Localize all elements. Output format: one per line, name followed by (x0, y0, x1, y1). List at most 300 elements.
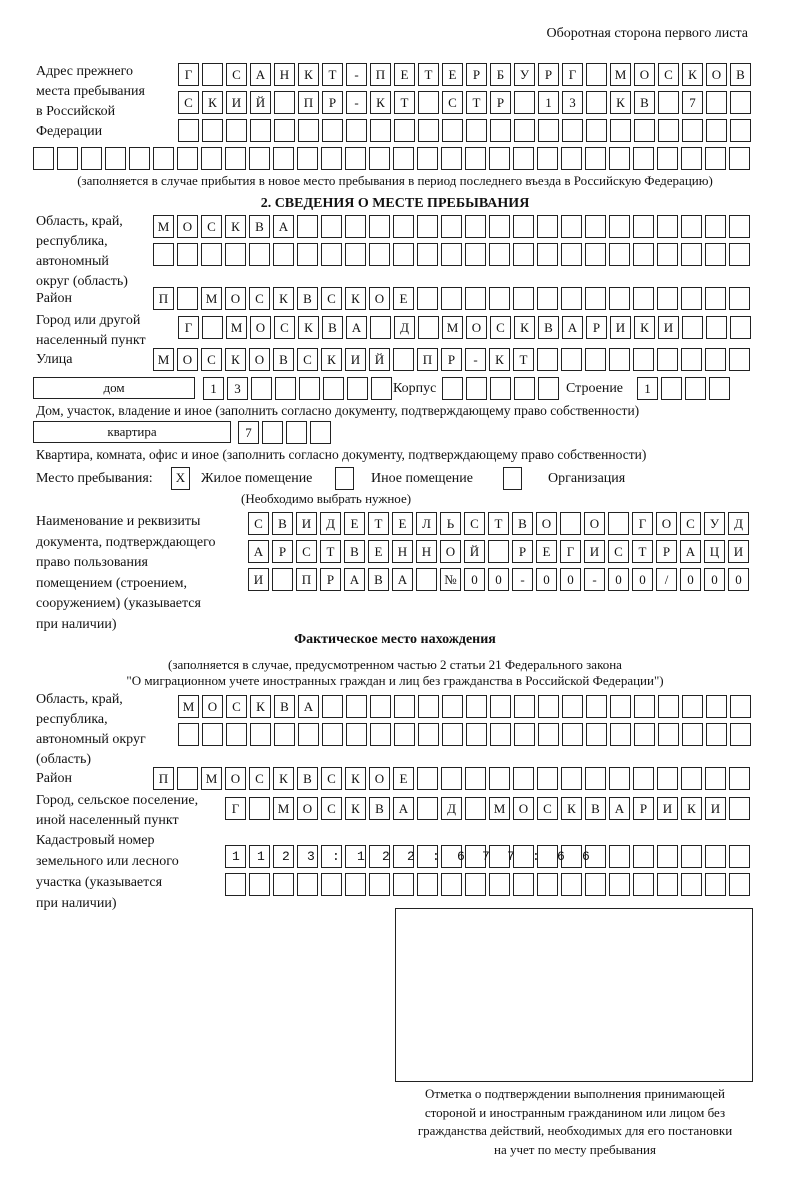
char-cell[interactable]: - (512, 568, 533, 591)
char-cell[interactable]: Н (392, 540, 413, 563)
char-cell[interactable]: О (297, 797, 318, 820)
char-cell[interactable]: И (345, 348, 366, 371)
char-cell[interactable] (153, 243, 174, 266)
char-cell[interactable]: С (464, 512, 485, 535)
char-cell[interactable]: Т (322, 63, 343, 86)
char-cell[interactable]: Т (368, 512, 389, 535)
char-cell[interactable] (586, 63, 607, 86)
char-cell[interactable] (225, 147, 246, 170)
char-cell[interactable]: В (730, 63, 751, 86)
char-cell[interactable] (514, 377, 535, 400)
char-cell[interactable] (417, 243, 438, 266)
char-cell[interactable] (705, 215, 726, 238)
char-cell[interactable]: 1 (203, 377, 224, 400)
char-cell[interactable] (393, 348, 414, 371)
actual-district-field[interactable] (153, 767, 750, 790)
char-cell[interactable]: 0 (560, 568, 581, 591)
char-cell[interactable]: М (178, 695, 199, 718)
char-cell[interactable]: В (538, 316, 559, 339)
char-cell[interactable] (561, 215, 582, 238)
char-cell[interactable] (286, 421, 307, 444)
char-cell[interactable] (633, 348, 654, 371)
char-cell[interactable] (610, 723, 631, 746)
char-cell[interactable]: К (610, 91, 631, 114)
char-cell[interactable] (682, 119, 703, 142)
document-row-3[interactable] (248, 568, 749, 591)
char-cell[interactable]: К (681, 797, 702, 820)
char-cell[interactable] (609, 767, 630, 790)
char-cell[interactable] (249, 147, 270, 170)
char-cell[interactable]: С (249, 767, 270, 790)
char-cell[interactable]: С (249, 287, 270, 310)
char-cell[interactable]: Р (633, 797, 654, 820)
flat-number-field[interactable] (238, 421, 331, 444)
char-cell[interactable]: Г (560, 540, 581, 563)
char-cell[interactable] (417, 873, 438, 896)
char-cell[interactable] (201, 147, 222, 170)
char-cell[interactable]: У (514, 63, 535, 86)
char-cell[interactable] (226, 723, 247, 746)
char-cell[interactable] (105, 147, 126, 170)
char-cell[interactable] (633, 147, 654, 170)
char-cell[interactable]: Б (490, 63, 511, 86)
char-cell[interactable] (514, 723, 535, 746)
char-cell[interactable] (537, 287, 558, 310)
char-cell[interactable]: В (274, 695, 295, 718)
char-cell[interactable] (562, 723, 583, 746)
char-cell[interactable]: Н (416, 540, 437, 563)
char-cell[interactable] (226, 119, 247, 142)
char-cell[interactable] (202, 316, 223, 339)
char-cell[interactable] (657, 348, 678, 371)
char-cell[interactable]: А (393, 797, 414, 820)
char-cell[interactable]: 3 (227, 377, 248, 400)
char-cell[interactable]: - (465, 348, 486, 371)
char-cell[interactable]: В (322, 316, 343, 339)
char-cell[interactable] (658, 91, 679, 114)
char-cell[interactable] (442, 695, 463, 718)
char-cell[interactable]: А (562, 316, 583, 339)
char-cell[interactable]: 0 (704, 568, 725, 591)
prev-address-row-1[interactable] (178, 63, 751, 86)
char-cell[interactable] (634, 695, 655, 718)
char-cell[interactable] (608, 512, 629, 535)
char-cell[interactable]: А (346, 316, 367, 339)
char-cell[interactable]: 0 (488, 568, 509, 591)
char-cell[interactable]: О (225, 767, 246, 790)
char-cell[interactable] (709, 377, 730, 400)
char-cell[interactable] (250, 723, 271, 746)
char-cell[interactable] (323, 377, 344, 400)
char-cell[interactable] (681, 873, 702, 896)
char-cell[interactable]: О (584, 512, 605, 535)
option-residential-checkbox[interactable]: X (171, 467, 190, 490)
document-row-1[interactable] (248, 512, 749, 535)
char-cell[interactable]: А (250, 63, 271, 86)
char-cell[interactable]: Г (562, 63, 583, 86)
char-cell[interactable]: К (561, 797, 582, 820)
char-cell[interactable] (272, 568, 293, 591)
actual-region-row-2[interactable] (178, 723, 751, 746)
char-cell[interactable] (682, 695, 703, 718)
char-cell[interactable]: Е (344, 512, 365, 535)
char-cell[interactable] (249, 873, 270, 896)
house-number-field[interactable] (203, 377, 392, 400)
char-cell[interactable] (657, 215, 678, 238)
char-cell[interactable] (538, 377, 559, 400)
char-cell[interactable]: И (610, 316, 631, 339)
char-cell[interactable]: 1 (538, 91, 559, 114)
char-cell[interactable] (661, 377, 682, 400)
char-cell[interactable] (586, 91, 607, 114)
char-cell[interactable] (297, 215, 318, 238)
char-cell[interactable] (705, 348, 726, 371)
char-cell[interactable]: С (321, 287, 342, 310)
char-cell[interactable]: 0 (680, 568, 701, 591)
char-cell[interactable]: О (225, 287, 246, 310)
char-cell[interactable] (466, 695, 487, 718)
char-cell[interactable] (681, 243, 702, 266)
char-cell[interactable] (371, 377, 392, 400)
char-cell[interactable]: А (680, 540, 701, 563)
char-cell[interactable]: А (273, 215, 294, 238)
char-cell[interactable]: К (298, 316, 319, 339)
char-cell[interactable] (441, 243, 462, 266)
char-cell[interactable]: О (249, 348, 270, 371)
char-cell[interactable] (57, 147, 78, 170)
char-cell[interactable]: 0 (536, 568, 557, 591)
char-cell[interactable]: О (706, 63, 727, 86)
char-cell[interactable] (322, 723, 343, 746)
char-cell[interactable] (657, 287, 678, 310)
char-cell[interactable]: О (634, 63, 655, 86)
char-cell[interactable] (730, 91, 751, 114)
char-cell[interactable] (706, 723, 727, 746)
char-cell[interactable] (634, 723, 655, 746)
char-cell[interactable] (465, 287, 486, 310)
char-cell[interactable] (705, 767, 726, 790)
document-row-2[interactable] (248, 540, 749, 563)
char-cell[interactable]: Е (392, 512, 413, 535)
char-cell[interactable] (562, 695, 583, 718)
char-cell[interactable] (537, 348, 558, 371)
char-cell[interactable] (298, 119, 319, 142)
char-cell[interactable] (299, 377, 320, 400)
char-cell[interactable] (537, 243, 558, 266)
char-cell[interactable]: Л (416, 512, 437, 535)
char-cell[interactable] (633, 767, 654, 790)
char-cell[interactable] (490, 377, 511, 400)
char-cell[interactable] (730, 695, 751, 718)
char-cell[interactable]: 1 (637, 377, 658, 400)
char-cell[interactable] (297, 243, 318, 266)
char-cell[interactable]: С (680, 512, 701, 535)
char-cell[interactable] (249, 797, 270, 820)
char-cell[interactable]: И (296, 512, 317, 535)
char-cell[interactable]: А (248, 540, 269, 563)
char-cell[interactable] (310, 421, 331, 444)
char-cell[interactable] (681, 767, 702, 790)
char-cell[interactable]: С (658, 63, 679, 86)
char-cell[interactable]: Р (586, 316, 607, 339)
char-cell[interactable]: 0 (728, 568, 749, 591)
char-cell[interactable] (681, 348, 702, 371)
char-cell[interactable] (274, 91, 295, 114)
char-cell[interactable]: Р (272, 540, 293, 563)
char-cell[interactable]: М (153, 348, 174, 371)
char-cell[interactable]: 0 (632, 568, 653, 591)
char-cell[interactable] (729, 215, 750, 238)
char-cell[interactable] (705, 873, 726, 896)
char-cell[interactable]: Д (728, 512, 749, 535)
char-cell[interactable] (465, 797, 486, 820)
char-cell[interactable]: С (608, 540, 629, 563)
char-cell[interactable] (586, 119, 607, 142)
char-cell[interactable] (658, 695, 679, 718)
char-cell[interactable]: М (153, 215, 174, 238)
house-type-field[interactable]: дом (33, 377, 195, 399)
char-cell[interactable] (417, 287, 438, 310)
char-cell[interactable]: Р (512, 540, 533, 563)
char-cell[interactable] (729, 797, 750, 820)
char-cell[interactable] (685, 377, 706, 400)
char-cell[interactable]: К (345, 797, 366, 820)
char-cell[interactable] (393, 243, 414, 266)
char-cell[interactable]: О (202, 695, 223, 718)
char-cell[interactable] (561, 243, 582, 266)
char-cell[interactable]: С (296, 540, 317, 563)
char-cell[interactable]: Т (320, 540, 341, 563)
char-cell[interactable] (346, 723, 367, 746)
char-cell[interactable]: С (321, 767, 342, 790)
char-cell[interactable]: Й (369, 348, 390, 371)
char-cell[interactable] (345, 873, 366, 896)
char-cell[interactable] (730, 723, 751, 746)
cadastre-row-1[interactable]: 1123:122:677:66 (232, 849, 783, 864)
char-cell[interactable] (416, 568, 437, 591)
char-cell[interactable] (562, 119, 583, 142)
char-cell[interactable] (585, 243, 606, 266)
char-cell[interactable] (442, 723, 463, 746)
char-cell[interactable] (538, 695, 559, 718)
char-cell[interactable] (609, 348, 630, 371)
char-cell[interactable]: Й (464, 540, 485, 563)
char-cell[interactable] (345, 243, 366, 266)
char-cell[interactable]: Е (393, 287, 414, 310)
char-cell[interactable]: Р (490, 91, 511, 114)
char-cell[interactable] (682, 723, 703, 746)
char-cell[interactable]: И (226, 91, 247, 114)
char-cell[interactable]: В (273, 348, 294, 371)
char-cell[interactable] (729, 873, 750, 896)
prev-address-row-3[interactable] (178, 119, 751, 142)
flat-type-field[interactable]: квартира (33, 421, 231, 443)
char-cell[interactable]: Г (178, 316, 199, 339)
char-cell[interactable] (489, 147, 510, 170)
prev-address-row-2[interactable] (178, 91, 751, 114)
char-cell[interactable]: М (273, 797, 294, 820)
char-cell[interactable] (609, 147, 630, 170)
char-cell[interactable] (657, 147, 678, 170)
char-cell[interactable]: М (201, 287, 222, 310)
char-cell[interactable] (538, 119, 559, 142)
char-cell[interactable]: Т (632, 540, 653, 563)
char-cell[interactable]: В (297, 287, 318, 310)
char-cell[interactable]: Р (656, 540, 677, 563)
char-cell[interactable] (178, 119, 199, 142)
char-cell[interactable]: О (513, 797, 534, 820)
char-cell[interactable] (274, 119, 295, 142)
char-cell[interactable] (513, 287, 534, 310)
char-cell[interactable] (441, 287, 462, 310)
char-cell[interactable]: С (178, 91, 199, 114)
char-cell[interactable] (465, 873, 486, 896)
char-cell[interactable]: Д (320, 512, 341, 535)
char-cell[interactable] (561, 767, 582, 790)
char-cell[interactable]: Е (536, 540, 557, 563)
char-cell[interactable] (369, 215, 390, 238)
char-cell[interactable]: К (225, 215, 246, 238)
char-cell[interactable] (586, 723, 607, 746)
char-cell[interactable]: К (514, 316, 535, 339)
char-cell[interactable]: С (297, 348, 318, 371)
char-cell[interactable] (729, 147, 750, 170)
char-cell[interactable] (369, 873, 390, 896)
char-cell[interactable]: И (657, 797, 678, 820)
char-cell[interactable]: Е (442, 63, 463, 86)
char-cell[interactable]: О (536, 512, 557, 535)
char-cell[interactable] (514, 695, 535, 718)
char-cell[interactable]: И (705, 797, 726, 820)
char-cell[interactable] (394, 119, 415, 142)
char-cell[interactable] (706, 91, 727, 114)
char-cell[interactable]: А (344, 568, 365, 591)
char-cell[interactable]: В (272, 512, 293, 535)
char-cell[interactable] (730, 316, 751, 339)
char-cell[interactable] (489, 287, 510, 310)
char-cell[interactable] (514, 119, 535, 142)
char-cell[interactable] (610, 119, 631, 142)
char-cell[interactable]: Е (393, 767, 414, 790)
char-cell[interactable]: О (250, 316, 271, 339)
char-cell[interactable] (561, 348, 582, 371)
char-cell[interactable] (298, 723, 319, 746)
char-cell[interactable] (681, 287, 702, 310)
char-cell[interactable]: П (298, 91, 319, 114)
char-cell[interactable] (273, 243, 294, 266)
city-field[interactable] (178, 316, 751, 339)
char-cell[interactable] (537, 147, 558, 170)
char-cell[interactable]: А (392, 568, 413, 591)
char-cell[interactable]: С (321, 797, 342, 820)
char-cell[interactable] (417, 797, 438, 820)
char-cell[interactable] (418, 119, 439, 142)
char-cell[interactable] (705, 243, 726, 266)
char-cell[interactable] (297, 147, 318, 170)
char-cell[interactable]: И (728, 540, 749, 563)
actual-city-field[interactable] (225, 797, 750, 820)
prev-address-row-4[interactable] (33, 147, 750, 170)
street-field[interactable] (153, 348, 750, 371)
char-cell[interactable] (609, 243, 630, 266)
char-cell[interactable]: Г (632, 512, 653, 535)
char-cell[interactable] (465, 767, 486, 790)
char-cell[interactable]: Е (394, 63, 415, 86)
char-cell[interactable] (322, 119, 343, 142)
char-cell[interactable]: С (248, 512, 269, 535)
char-cell[interactable]: О (369, 287, 390, 310)
char-cell[interactable] (417, 147, 438, 170)
char-cell[interactable] (657, 873, 678, 896)
char-cell[interactable] (682, 316, 703, 339)
char-cell[interactable] (202, 119, 223, 142)
char-cell[interactable] (225, 873, 246, 896)
char-cell[interactable]: А (298, 695, 319, 718)
char-cell[interactable] (262, 421, 283, 444)
char-cell[interactable]: Р (538, 63, 559, 86)
char-cell[interactable] (346, 119, 367, 142)
char-cell[interactable]: 0 (608, 568, 629, 591)
region-row-2[interactable] (153, 243, 750, 266)
char-cell[interactable] (393, 215, 414, 238)
char-cell[interactable] (514, 91, 535, 114)
char-cell[interactable]: / (656, 568, 677, 591)
cadastre-row-2[interactable] (225, 873, 750, 896)
char-cell[interactable]: Т (418, 63, 439, 86)
char-cell[interactable] (729, 767, 750, 790)
char-cell[interactable] (153, 147, 174, 170)
char-cell[interactable]: И (584, 540, 605, 563)
char-cell[interactable]: О (656, 512, 677, 535)
char-cell[interactable] (585, 873, 606, 896)
char-cell[interactable] (465, 243, 486, 266)
char-cell[interactable]: М (489, 797, 510, 820)
char-cell[interactable] (561, 147, 582, 170)
char-cell[interactable] (394, 723, 415, 746)
char-cell[interactable]: О (177, 348, 198, 371)
char-cell[interactable]: В (369, 797, 390, 820)
char-cell[interactable] (585, 767, 606, 790)
char-cell[interactable]: С (490, 316, 511, 339)
district-field[interactable] (153, 287, 750, 310)
char-cell[interactable]: - (346, 63, 367, 86)
char-cell[interactable]: Р (441, 348, 462, 371)
char-cell[interactable] (705, 287, 726, 310)
char-cell[interactable] (658, 723, 679, 746)
char-cell[interactable] (730, 119, 751, 142)
char-cell[interactable]: Ь (440, 512, 461, 535)
char-cell[interactable] (706, 316, 727, 339)
char-cell[interactable]: Е (368, 540, 389, 563)
char-cell[interactable] (488, 540, 509, 563)
char-cell[interactable]: Т (488, 512, 509, 535)
char-cell[interactable]: К (634, 316, 655, 339)
char-cell[interactable] (442, 377, 463, 400)
char-cell[interactable]: С (201, 215, 222, 238)
char-cell[interactable] (393, 147, 414, 170)
char-cell[interactable]: Д (441, 797, 462, 820)
char-cell[interactable] (610, 695, 631, 718)
char-cell[interactable] (729, 287, 750, 310)
char-cell[interactable] (177, 287, 198, 310)
char-cell[interactable] (417, 215, 438, 238)
char-cell[interactable] (441, 147, 462, 170)
char-cell[interactable] (273, 873, 294, 896)
char-cell[interactable] (33, 147, 54, 170)
char-cell[interactable]: Г (178, 63, 199, 86)
korpus-field[interactable] (442, 377, 559, 400)
char-cell[interactable] (513, 215, 534, 238)
